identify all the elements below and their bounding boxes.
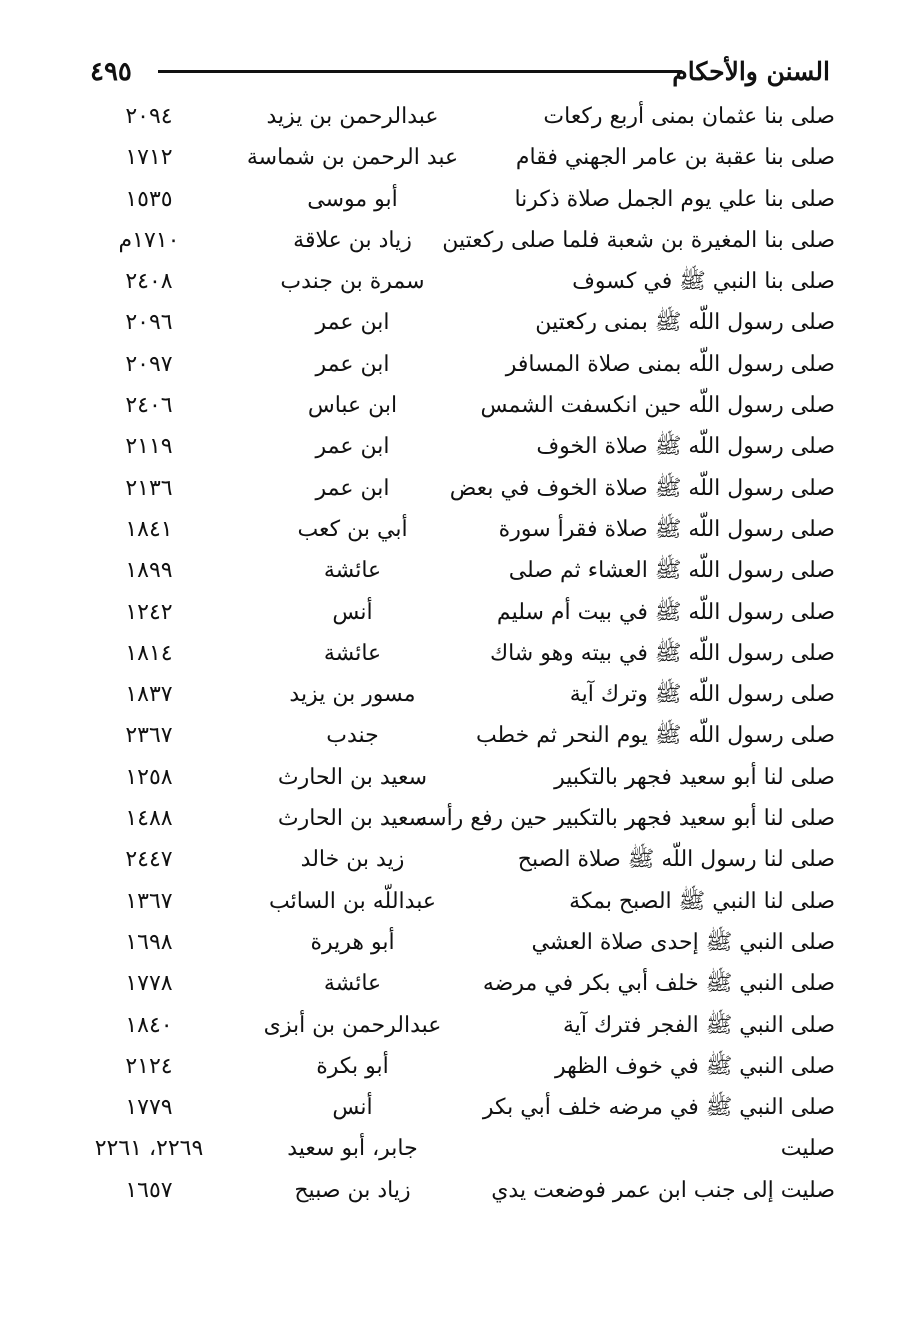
narrator-name: أبو بكرة [316, 1053, 389, 1079]
narrator-name: زيد بن خالد [300, 847, 405, 873]
index-row [85, 716, 835, 757]
narrator-name: ابن عباس [307, 393, 398, 419]
hadith-incipit: صلى رسول اللّه ﷺ يوم النحر ثم خطب [475, 723, 835, 749]
hadith-incipit: صلى النبي ﷺ خلف أبي بكر في مرضه [482, 971, 835, 997]
index-row [85, 675, 835, 716]
hadith-incipit: صلى لنا أبو سعيد فجهر بالتكبير [554, 764, 835, 790]
page-number: ٤٩٥ [90, 57, 132, 87]
hadith-number: ٢٤٠٦ [125, 393, 173, 419]
hadith-number: ١٨٤٠ [125, 1012, 173, 1038]
hadith-incipit: صلى النبي ﷺ في مرضه خلف أبي بكر [482, 1095, 835, 1121]
hadith-incipit: صلى لنا أبو سعيد فجهر بالتكبير حين رفع رأسه [416, 806, 835, 832]
hadith-number: ٢٠٩٤ [125, 104, 173, 129]
index-row [85, 1171, 835, 1212]
narrator-name: عائشة [323, 558, 382, 584]
narrator-name: سمرة بن جندب [280, 269, 425, 295]
hadith-number: ٢٢٦٩، ٢٢٦١ [94, 1136, 204, 1162]
narrator-name: عائشة [323, 971, 382, 997]
hadith-incipit: صلى بنا النبي ﷺ في كسوف [572, 269, 835, 295]
hadith-number: ٢١٢٤ [125, 1053, 173, 1079]
index-row [85, 1047, 835, 1088]
hadith-incipit: صلى رسول اللّه ﷺ في بيت أم سليم [496, 599, 835, 625]
hadith-incipit: صلى بنا علي يوم الجمل صلاة ذكرنا [514, 186, 835, 212]
hadith-number: ٢١١٩ [125, 434, 173, 460]
hadith-number: ١٨١٤ [125, 640, 173, 666]
narrator-name: ابن عمر [315, 351, 390, 377]
index-row [85, 1006, 835, 1047]
narrator-name: أبو هريرة [310, 929, 395, 955]
hadith-number: ٢١٣٦ [125, 475, 173, 501]
hadith-number: ٢٠٩٧ [125, 351, 173, 377]
narrator-name: مسور بن يزيد [289, 682, 416, 708]
hadith-number: ١٣٦٧ [125, 888, 173, 914]
index-row [85, 386, 835, 427]
narrator-name: عبدالرحمن بن أبزى [263, 1012, 442, 1038]
hadith-incipit: صلى رسول اللّه ﷺ صلاة الخوف في بعض [449, 475, 835, 501]
running-title: السنن والأحكام [672, 57, 830, 86]
hadith-number: ١٦٥٧ [125, 1177, 173, 1203]
hadith-incipit: صلى رسول اللّه ﷺ بمنى ركعتين [535, 310, 835, 336]
narrator-name: زياد بن علاقة [293, 227, 412, 253]
index-row [85, 551, 835, 592]
hadith-incipit: صليت إلى جنب ابن عمر فوضعت يدي [491, 1177, 835, 1203]
index-row [85, 138, 835, 179]
index-row [85, 758, 835, 799]
hadith-number: ١٨٣٧ [125, 682, 173, 708]
index-row [85, 510, 835, 551]
index-row [85, 180, 835, 221]
narrator-name: زياد بن صبيح [294, 1177, 411, 1203]
index-row [85, 593, 835, 634]
hadith-number: ١٨٩٩ [125, 558, 173, 584]
hadith-incipit: صلى النبي ﷺ الفجر فترك آية [562, 1012, 835, 1038]
narrator-name: أبي بن كعب [297, 516, 408, 542]
hadith-incipit: صلى رسول اللّه ﷺ صلاة فقرأ سورة [498, 516, 835, 542]
index-row [85, 345, 835, 386]
index-entries [85, 97, 835, 1212]
narrator-name: ابن عمر [315, 310, 390, 336]
hadith-number: ١٨٤١ [125, 516, 173, 542]
hadith-number: ١٥٣٥ [125, 186, 173, 212]
narrator-name: عبد الرحمن بن شماسة [246, 145, 459, 171]
hadith-incipit: صلى رسول اللّه حين انكسفت الشمس [480, 393, 835, 419]
hadith-number: ١٢٥٨ [125, 764, 173, 790]
narrator-name: سعيد بن الحارث [277, 806, 428, 832]
hadith-number: ٢٣٦٧ [125, 723, 173, 749]
index-row [85, 799, 835, 840]
index-row [85, 964, 835, 1005]
index-row [85, 1129, 835, 1170]
hadith-incipit: صلى رسول اللّه ﷺ صلاة الخوف [536, 434, 835, 460]
narrator-name: جندب [326, 723, 379, 749]
index-row [85, 840, 835, 881]
hadith-number: ١٤٨٨ [125, 806, 173, 832]
hadith-incipit: صلى رسول اللّه ﷺ في بيته وهو شاك [489, 640, 835, 666]
hadith-number: ٢٤٤٧ [125, 847, 173, 873]
hadith-incipit: صلى بنا عقبة بن عامر الجهني فقام [515, 145, 835, 171]
narrator-name: عبداللّه بن السائب [269, 888, 436, 914]
hadith-number: ٢٤٠٨ [125, 269, 173, 295]
index-row [85, 97, 835, 138]
narrator-name: عبدالرحمن بن يزيد [266, 104, 439, 129]
index-row [85, 1088, 835, 1129]
index-row [85, 427, 835, 468]
narrator-name: سعيد بن الحارث [277, 764, 428, 790]
hadith-incipit: صلى بنا المغيرة بن شعبة فلما صلى ركعتين [442, 227, 835, 253]
hadith-number: ١٧٧٨ [125, 971, 173, 997]
hadith-incipit: صلى رسول اللّه بمنى صلاة المسافر [505, 351, 835, 377]
hadith-incipit: صلى رسول اللّه ﷺ العشاء ثم صلى [508, 558, 835, 584]
hadith-incipit: صلى لنا رسول اللّه ﷺ صلاة الصبح [517, 847, 835, 873]
index-row [85, 221, 835, 262]
hadith-number: ١٧١٠م [118, 227, 180, 253]
hadith-incipit: صلى رسول اللّه ﷺ وترك آية [569, 682, 835, 708]
narrator-name: جابر، أبو سعيد [287, 1136, 418, 1162]
hadith-number: ٢٠٩٦ [125, 310, 173, 336]
narrator-name: أنس [332, 1095, 373, 1121]
index-row [85, 262, 835, 303]
hadith-number: ١٧٧٩ [125, 1095, 173, 1121]
hadith-incipit: صلى النبي ﷺ إحدى صلاة العشي [531, 929, 835, 955]
index-row [85, 469, 835, 510]
hadith-incipit: صلى بنا عثمان بمنى أربع ركعات [543, 104, 835, 129]
narrator-name: أبو موسى [307, 186, 398, 212]
index-row [85, 634, 835, 675]
hadith-number: ١٧١٢ [125, 145, 173, 171]
narrator-name: ابن عمر [315, 475, 390, 501]
hadith-incipit: صليت [780, 1136, 835, 1162]
hadith-number: ١٢٤٢ [125, 599, 173, 625]
narrator-name: أنس [332, 599, 373, 625]
index-row [85, 882, 835, 923]
hadith-incipit: صلى لنا النبي ﷺ الصبح بمكة [569, 888, 835, 914]
narrator-name: عائشة [323, 640, 382, 666]
narrator-name: ابن عمر [315, 434, 390, 460]
index-row [85, 303, 835, 344]
hadith-number: ١٦٩٨ [125, 929, 173, 955]
index-row [85, 923, 835, 964]
hadith-incipit: صلى النبي ﷺ في خوف الظهر [554, 1053, 835, 1079]
header-rule [158, 70, 682, 73]
page-header [90, 52, 830, 92]
